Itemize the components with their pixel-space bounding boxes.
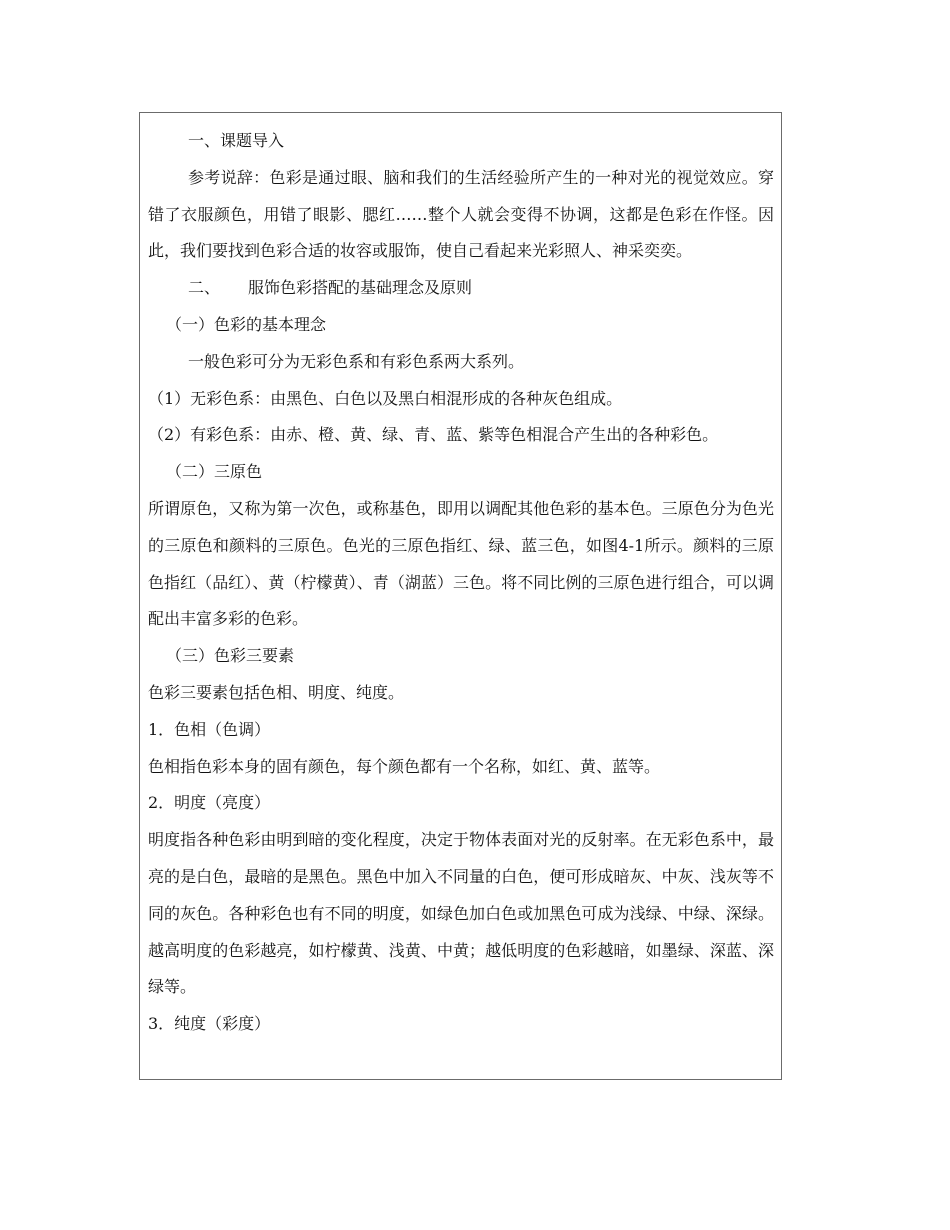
paragraph-reference-speech: 参考说辞：色彩是通过眼、脑和我们的生活经验所产生的一种对光的视觉效应。穿错了衣服颜色，用错了眼影、腮红……整个人就会变得不协调，这都是色彩在作怪。因此，我们要找到色彩合适的妆容或服饰，使自己看起来光彩照人、神采奕奕。 — [148, 167, 774, 261]
element-brightness-title: 2．明度（亮度） — [148, 793, 271, 813]
content-table-cell — [139, 112, 782, 1080]
list-item-chromatic: （2）有彩色系：由赤、橙、黄、绿、青、蓝、紫等色相混合产生出的各种彩色。 — [148, 425, 719, 445]
element-hue-title: 1．色相（色调） — [148, 719, 271, 739]
element-saturation-title: 3．纯度（彩度） — [148, 1014, 271, 1034]
heading-number: 二、 — [188, 278, 221, 298]
paragraph-color-systems: 一般色彩可分为无彩色系和有彩色系两大系列。 — [188, 351, 525, 371]
subheading-three-elements: （三）色彩三要素 — [166, 646, 295, 666]
subheading-primary-colors: （二）三原色 — [166, 462, 263, 482]
paragraph-three-elements: 色彩三要素包括色相、明度、纯度。 — [148, 682, 405, 702]
subheading-basic-concepts: （一）色彩的基本理念 — [166, 314, 327, 334]
heading-text: 服饰色彩搭配的基础理念及原则 — [248, 278, 473, 298]
element-brightness-text: 明度指各种色彩由明到暗的变化程度，决定于物体表面对光的反射率。在无彩色系中，最亮的是白色，最暗的是黑色。黑色中加入不同量的白色，便可形成暗灰、中灰、浅灰等不同的灰色。各种彩色也有不同的明度，如绿色加白色或加黑色可成为浅绿、中绿、深绿。越高明度的色彩越亮，如柠檬黄、浅黄、中黄；越低明度的色彩越暗，如墨绿、深蓝、深绿等。 — [148, 830, 774, 997]
content-body — [148, 123, 774, 1043]
heading-course-intro: 一、课题导入 — [188, 131, 285, 150]
paragraph-primary-colors: 所谓原色，又称为第一次色，或称基色，即用以调配其他色彩的基本色。三原色分为色光的三原色和颜料的三原色。色光的三原色指红、绿、蓝三色，如图4-1所示。颜料的三原色指红（品红）、黄（柠檬黄）、青（湖蓝）三色。将不同比例的三原色进行组合，可以调配出丰富多彩的色彩。 — [148, 498, 774, 629]
heading-color-basics — [148, 270, 774, 307]
list-item-achromatic: （1）无彩色系：由黑色、白色以及黑白相混形成的各种灰色组成。 — [148, 388, 623, 408]
element-hue-text: 色相指色彩本身的固有颜色，每个颜色都有一个名称，如红、黄、蓝等。 — [148, 756, 661, 776]
